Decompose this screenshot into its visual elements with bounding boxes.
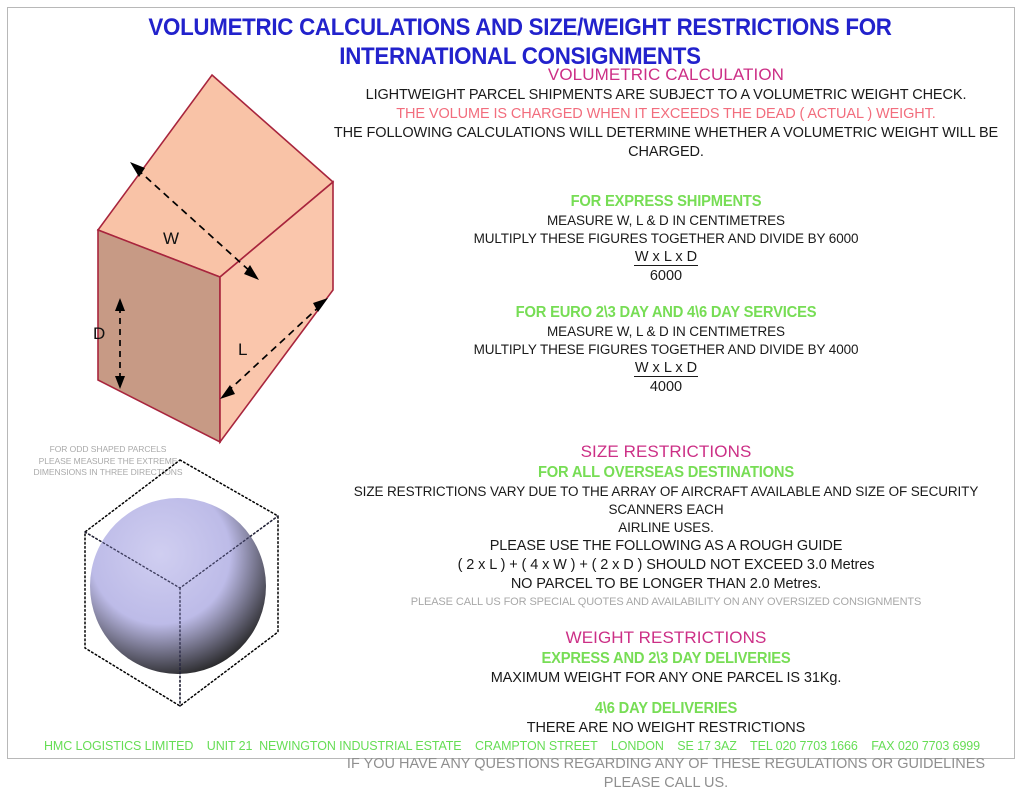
closing-line-1: IF YOU HAVE ANY QUESTIONS REGARDING ANY OF THESE REGULATIONS OR GUIDELINES <box>346 756 986 772</box>
weight-46day-text: THERE ARE NO WEIGHT RESTRICTIONS <box>526 720 806 736</box>
size-restrictions-guide-line: PLEASE USE THE FOLLOWING AS A ROUGH GUIDE <box>489 538 843 554</box>
heading-express-shipments: FOR EXPRESS SHIPMENTS <box>570 193 762 210</box>
closing-line-2: PLEASE CALL US. <box>603 775 729 791</box>
volumetric-line-2b: CHARGED. <box>628 144 704 160</box>
express-formula-denominator: 6000 <box>649 268 683 284</box>
odd-note-line-3: DIMENSIONS IN THREE DIRECTIONS <box>33 467 183 477</box>
express-multiply-line: MULTIPLY THESE FIGURES TOGETHER AND DIVIDE BY 6000 <box>473 231 859 246</box>
heading-volumetric-calculation: VOLUMETRIC CALCULATION <box>547 65 785 84</box>
subheading-overseas-destinations: FOR ALL OVERSEAS DESTINATIONS <box>537 464 795 481</box>
company-footer: HMC LOGISTICS LIMITED UNIT 21 NEWINGTON INDUSTRIAL ESTATE CRAMPTON STREET LONDON SE 17 3AZ TEL 020 7703 1666 FAX 020 7703 6999 <box>43 739 981 753</box>
box-svg <box>40 62 360 462</box>
page-title-line-2: INTERNATIONAL CONSIGNMENTS <box>339 43 701 70</box>
subheading-46-day: 4\6 DAY DELIVERIES <box>594 700 738 717</box>
subheading-express-23-day: EXPRESS AND 2\3 DAY DELIVERIES <box>541 650 791 667</box>
page-title-line-1: VOLUMETRIC CALCULATIONS AND SIZE/WEIGHT RESTRICTIONS FOR <box>148 14 892 41</box>
box-label-l: L <box>238 340 248 359</box>
euro-formula-denominator: 4000 <box>649 379 683 395</box>
size-restrictions-line-1b: AIRLINE USES. <box>618 520 714 535</box>
euro-numerator-text: W x L x D <box>634 360 698 376</box>
euro-formula-numerator <box>326 359 1006 378</box>
spacer <box>326 286 1006 303</box>
size-restrictions-max-length: NO PARCEL TO BE LONGER THAN 2.0 Metres. <box>510 576 822 592</box>
box-label-w: W <box>163 229 180 248</box>
odd-shape-sphere-diagram <box>60 448 310 718</box>
sphere-cube-svg <box>60 448 310 718</box>
main-content-column <box>326 64 1006 793</box>
express-formula-numerator <box>326 248 1006 267</box>
parcel-box-diagram <box>40 62 360 462</box>
express-numerator-text: W x L x D <box>634 249 698 265</box>
heading-size-restrictions: SIZE RESTRICTIONS <box>580 442 752 461</box>
odd-note-line-2: PLEASE MEASURE THE EXTREME <box>38 455 178 466</box>
sphere-shape <box>90 498 266 674</box>
spacer <box>326 610 1006 627</box>
size-restrictions-formula: ( 2 x L ) + ( 4 x W ) + ( 2 x D ) SHOULD NOT EXCEED 3.0 Metres <box>457 557 875 573</box>
size-restrictions-note: PLEASE CALL US FOR SPECIAL QUOTES AND AVAILABILITY ON ANY OVERSIZED CONSIGNMENTS <box>410 596 922 608</box>
odd-note-line-1: FOR ODD SHAPED PARCELS <box>49 444 167 454</box>
volumetric-line-1: LIGHTWEIGHT PARCEL SHIPMENTS ARE SUBJECT TO A VOLUMETRIC WEIGHT CHECK. <box>365 87 967 103</box>
spacer <box>326 162 1006 192</box>
euro-multiply-line: MULTIPLY THESE FIGURES TOGETHER AND DIVIDE BY 4000 <box>473 342 859 357</box>
spacer <box>326 397 1006 441</box>
express-measure-line: MEASURE W, L & D IN CENTIMETRES <box>547 213 785 228</box>
size-restrictions-line-1a: SIZE RESTRICTIONS VARY DUE TO THE ARRAY OF AIRCRAFT AVAILABLE AND SIZE OF SECURITY SCANNERS EACH <box>353 484 979 517</box>
weight-express-text: MAXIMUM WEIGHT FOR ANY ONE PARCEL IS 31Kg. <box>490 670 842 686</box>
volumetric-line-2a: THE FOLLOWING CALCULATIONS WILL DETERMINE WHETHER A VOLUMETRIC WEIGHT WILL BE <box>333 125 999 141</box>
box-label-d: D <box>93 324 106 343</box>
heading-weight-restrictions: WEIGHT RESTRICTIONS <box>565 628 767 647</box>
volumetric-emphasis: THE VOLUME IS CHARGED WHEN IT EXCEEDS THE DEAD ( ACTUAL ) WEIGHT. <box>396 106 936 122</box>
heading-euro-services: FOR EURO 2\3 DAY AND 4\6 DAY SERVICES <box>515 304 817 321</box>
euro-measure-line: MEASURE W, L & D IN CENTIMETRES <box>547 324 785 339</box>
spacer <box>326 688 1006 699</box>
